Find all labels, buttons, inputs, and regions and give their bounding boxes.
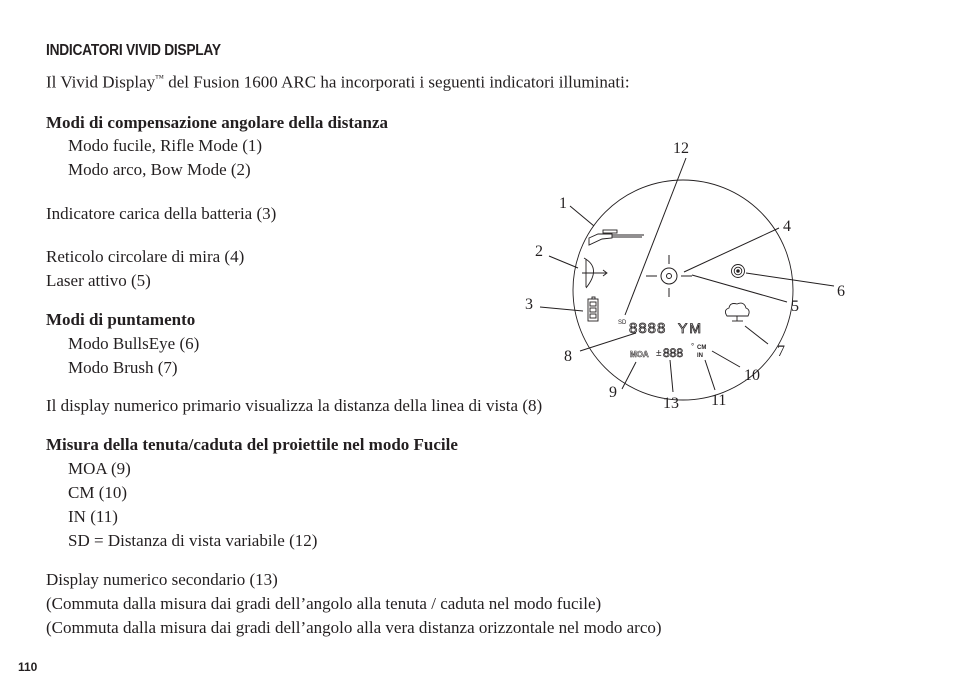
leader-13	[670, 360, 673, 392]
callout-2: 2	[535, 243, 543, 260]
rifle-mode-item: Modo fucile, Rifle Mode (1)	[68, 136, 263, 155]
leader-9	[622, 362, 636, 389]
in-indicator: IN	[697, 353, 703, 359]
primary-display-item: Il display numerico primario visualizza la distanza della linea di vista (8)	[46, 396, 543, 415]
leader-11	[705, 360, 715, 390]
angle-modes-title: Modi di compensazione angolare della distanza	[46, 113, 389, 132]
bow-icon	[582, 258, 607, 288]
leader-10	[712, 351, 740, 367]
bullseye-icon	[732, 265, 745, 278]
callout-8: 8	[564, 348, 572, 365]
bow-mode-item: Modo arco, Bow Mode (2)	[68, 160, 251, 179]
section-heading: INDICATORI VIVID DISPLAY	[46, 42, 221, 59]
leader-7	[745, 326, 768, 344]
primary-digits: 8888	[629, 320, 667, 337]
callout-9: 9	[609, 384, 617, 401]
reticle-item: Reticolo circolare di mira (4)	[46, 247, 245, 266]
page-number: 110	[18, 660, 38, 674]
callout-10: 10	[744, 367, 760, 384]
degree-indicator: °	[691, 342, 695, 351]
cm-item: CM (10)	[68, 483, 128, 502]
leader-1	[570, 206, 594, 226]
sd-indicator: SD	[618, 320, 627, 326]
callout-1: 1	[559, 195, 567, 212]
battery-indicator-item: Indicatore carica della batteria (3)	[46, 204, 277, 223]
moa-item: MOA (9)	[68, 459, 131, 478]
callout-6: 6	[837, 283, 845, 300]
in-item: IN (11)	[68, 507, 118, 526]
reticle-icon	[646, 255, 692, 297]
intro-text-end: del Fusion 1600 ARC ha incorporati i seguenti indicatori illuminati:	[164, 72, 630, 92]
secondary-digits: 888	[663, 346, 684, 360]
secondary-display-title: Display numerico secondario (13)	[46, 570, 278, 589]
unit-indicator: YM	[678, 320, 703, 336]
leader-lines	[540, 158, 834, 392]
sd-item: SD = Distanza di vista variabile (12)	[68, 531, 318, 550]
intro-text-start: Il Vivid Display	[46, 72, 156, 92]
display-circle	[573, 180, 793, 400]
leader-12	[625, 158, 686, 315]
battery-icon	[588, 297, 598, 321]
rifle-icon	[589, 230, 644, 245]
callout-5: 5	[791, 298, 799, 315]
leader-8	[580, 333, 636, 351]
leader-3	[540, 307, 583, 311]
trademark-symbol: ™	[155, 73, 164, 83]
callout-13: 13	[663, 395, 679, 412]
callout-3: 3	[525, 296, 533, 313]
callout-7: 7	[777, 343, 785, 360]
callout-4: 4	[783, 218, 791, 235]
leader-5	[692, 275, 787, 302]
target-modes-title: Modi di puntamento	[46, 310, 196, 329]
callout-11: 11	[711, 392, 727, 409]
leader-4	[684, 228, 779, 272]
bullseye-mode-item: Modo BullsEye (6)	[68, 334, 200, 353]
secondary-display-bow-note: (Commuta dalla misura dai gradi dell’angolo alla vera distanza orizzontale nel modo arco)	[46, 618, 662, 637]
cm-indicator: CM	[697, 345, 707, 351]
moa-indicator: MOA	[630, 350, 649, 359]
brush-icon	[725, 303, 749, 321]
leader-6	[746, 273, 834, 286]
holdover-title: Misura della tenuta/caduta del proiettile nel modo Fucile	[46, 435, 458, 454]
secondary-display-rifle-note: (Commuta dalla misura dai gradi dell’angolo alla tenuta / caduta nel modo fucile)	[46, 594, 602, 613]
laser-active-item: Laser attivo (5)	[46, 271, 151, 290]
brush-mode-item: Modo Brush (7)	[68, 358, 178, 377]
callout-12: 12	[673, 140, 689, 157]
sign-indicator: ±	[656, 348, 662, 359]
leader-2	[549, 256, 578, 268]
